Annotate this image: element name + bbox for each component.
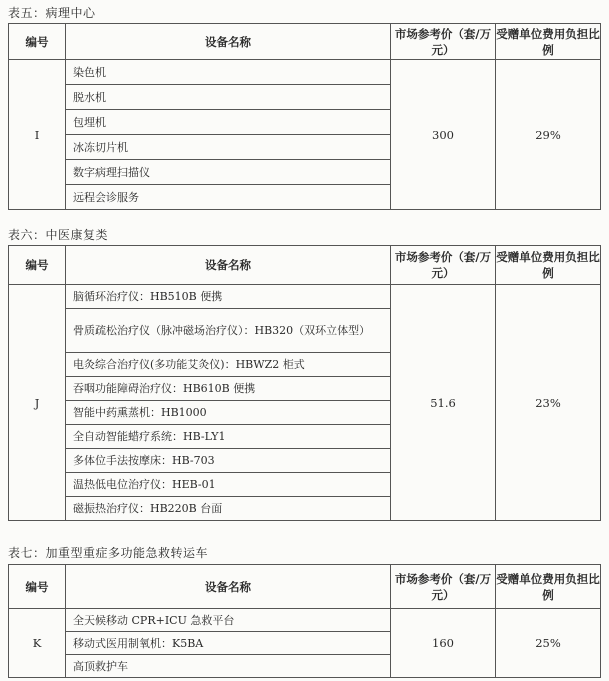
device-item: 数字病理扫描仪 xyxy=(66,160,391,185)
device-item: 电灸综合治疗仪(多功能艾灸仪)：HBWZ2 柜式 xyxy=(66,353,391,377)
header-price: 市场参考价（套/万元） xyxy=(391,24,496,60)
table7-ambulance xyxy=(8,564,601,678)
table-header-row xyxy=(9,565,601,609)
table5-caption: 表五：病理中心 xyxy=(8,6,96,20)
table6-caption: 表六：中医康复类 xyxy=(8,228,109,242)
header-ratio: 受赠单位费用负担比例 xyxy=(496,24,601,60)
header-device-name: 设备名称 xyxy=(66,565,391,609)
device-item: 包埋机 xyxy=(66,110,391,135)
table-row xyxy=(9,285,601,309)
table-header-row xyxy=(9,24,601,60)
table-header-row xyxy=(9,246,601,285)
device-item: 移动式医用制氧机：K5BA xyxy=(66,632,391,655)
device-item: 智能中药熏蒸机：HB1000 xyxy=(66,401,391,425)
device-item: 全自动智能蜡疗系统：HB-LY1 xyxy=(66,425,391,449)
header-price: 市场参考价（套/万元） xyxy=(391,246,496,285)
table7-caption: 表七：加重型重症多功能急救转运车 xyxy=(8,546,209,560)
price-cell: 300 xyxy=(391,60,496,210)
device-item: 脱水机 xyxy=(66,85,391,110)
device-item: 脑循环治疗仪：HB510B 便携 xyxy=(66,285,391,309)
device-item: 全天候移动 CPR+ICU 急救平台 xyxy=(66,609,391,632)
header-ratio: 受赠单位费用负担比例 xyxy=(496,246,601,285)
header-device-name: 设备名称 xyxy=(66,24,391,60)
price-cell: 51.6 xyxy=(391,285,496,521)
device-item: 远程会诊服务 xyxy=(66,185,391,210)
header-price: 市场参考价（套/万元） xyxy=(391,565,496,609)
device-item: 高顶救护车 xyxy=(66,655,391,678)
header-ratio: 受赠单位费用负担比例 xyxy=(496,565,601,609)
device-item: 吞咽功能障碍治疗仪：HB610B 便携 xyxy=(66,377,391,401)
device-item: 染色机 xyxy=(66,60,391,85)
ratio-cell: 23% xyxy=(496,285,601,521)
price-cell: 160 xyxy=(391,609,496,678)
device-item: 温热低电位治疗仪：HEB-01 xyxy=(66,473,391,497)
header-device-name: 设备名称 xyxy=(66,246,391,285)
table-row xyxy=(9,609,601,632)
row-id: K xyxy=(9,609,66,678)
row-id: J xyxy=(9,285,66,521)
table-row xyxy=(9,60,601,85)
row-id: I xyxy=(9,60,66,210)
device-item: 多体位手法按摩床：HB-703 xyxy=(66,449,391,473)
device-item: 骨质疏松治疗仪（脉冲磁场治疗仪）：HB320（双环立体型） xyxy=(66,309,391,353)
table5-pathology-center xyxy=(8,23,601,210)
header-id: 编号 xyxy=(9,24,66,60)
ratio-cell: 25% xyxy=(496,609,601,678)
device-item: 磁振热治疗仪：HB220B 台面 xyxy=(66,497,391,521)
header-id: 编号 xyxy=(9,565,66,609)
table6-tcm-rehab xyxy=(8,245,601,521)
device-item: 冰冻切片机 xyxy=(66,135,391,160)
header-id: 编号 xyxy=(9,246,66,285)
ratio-cell: 29% xyxy=(496,60,601,210)
